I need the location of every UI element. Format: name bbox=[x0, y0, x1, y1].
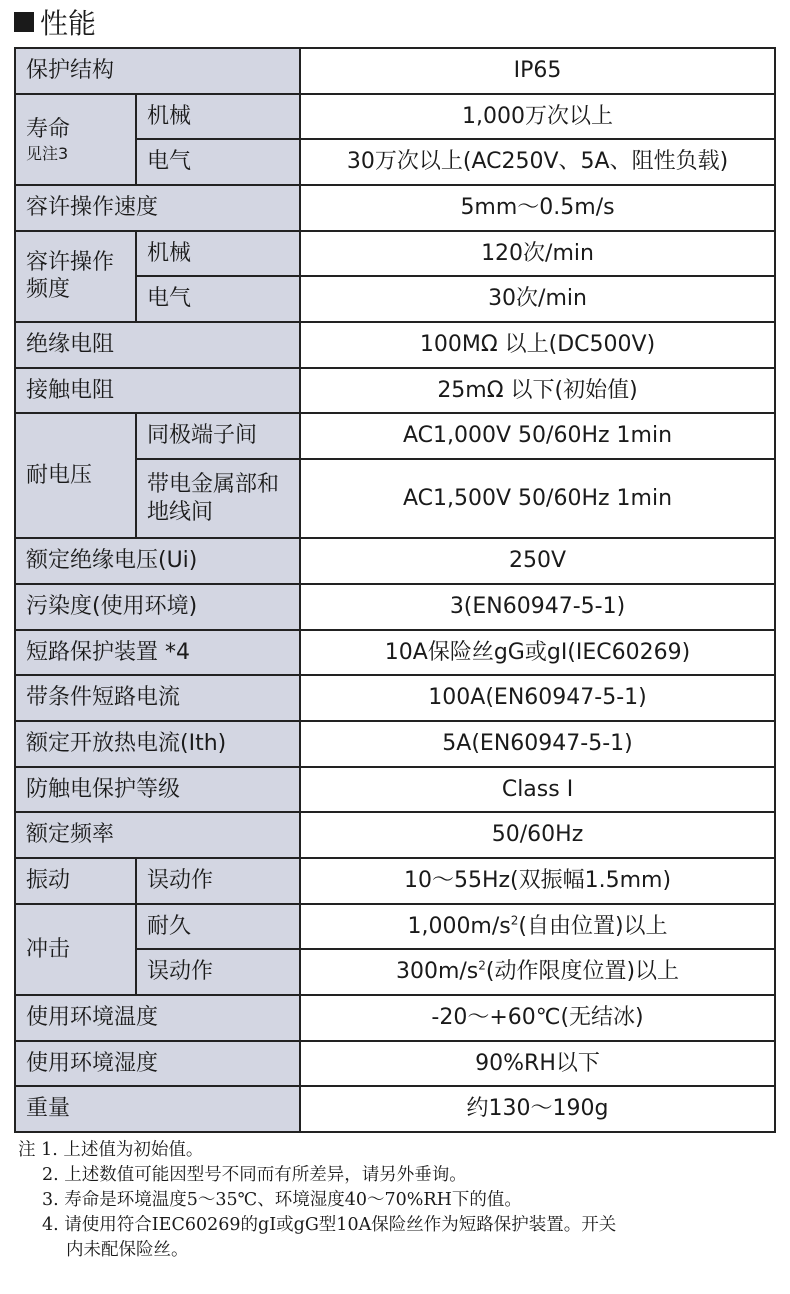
row-label: 短路保护装置 *4 bbox=[15, 630, 300, 676]
table-row bbox=[15, 231, 775, 277]
row-value: 约130～190g bbox=[300, 1086, 775, 1132]
row-label: 绝缘电阻 bbox=[15, 322, 300, 368]
group-label: 耐电压 bbox=[15, 413, 136, 538]
sub-label: 误动作 bbox=[136, 949, 300, 995]
row-value: 30万次以上(AC250V、5A、阻性负载) bbox=[300, 139, 775, 185]
table-row bbox=[15, 48, 775, 94]
row-label: 保护结构 bbox=[15, 48, 300, 94]
footnote-1 bbox=[18, 1138, 778, 1163]
group-label: 容许操作频度 bbox=[15, 231, 136, 322]
sub-label: 电气 bbox=[136, 276, 300, 322]
row-label: 使用环境湿度 bbox=[15, 1041, 300, 1087]
row-label: 带条件短路电流 bbox=[15, 675, 300, 721]
row-value: 120次/min bbox=[300, 231, 775, 277]
value-suffix: (自由位置)以上 bbox=[518, 913, 668, 939]
sub-label: 机械 bbox=[136, 231, 300, 277]
group-label: 冲击 bbox=[15, 904, 136, 995]
row-value: 25mΩ 以下(初始值) bbox=[300, 368, 775, 414]
row-value: -20～+60℃(无结冰) bbox=[300, 995, 775, 1041]
value-main: 300m/s bbox=[395, 959, 479, 985]
table-row bbox=[15, 413, 775, 459]
table-row bbox=[15, 995, 775, 1041]
value-superscript: 2 bbox=[478, 959, 486, 973]
row-value: 90%RH以下 bbox=[300, 1041, 775, 1087]
life-note: 见注3 bbox=[26, 143, 69, 163]
section-heading bbox=[14, 2, 96, 42]
row-label: 容许操作速度 bbox=[15, 185, 300, 231]
footnote-4: 4. 请使用符合IEC60269的gI或gG型10A保险丝作为短路保护装置。开关 bbox=[42, 1215, 617, 1235]
table-row bbox=[15, 675, 775, 721]
table-row bbox=[15, 1086, 775, 1132]
table-row bbox=[15, 721, 775, 767]
footnote-4-continued: 内未配保险丝。 bbox=[66, 1240, 189, 1260]
table-row bbox=[15, 858, 775, 904]
table-row bbox=[15, 812, 775, 858]
spec-table bbox=[14, 47, 776, 1133]
table-row bbox=[15, 1041, 775, 1087]
sub-label: 机械 bbox=[136, 94, 300, 140]
group-label bbox=[15, 94, 136, 185]
footnote-2: 2. 上述数值可能因型号不同而有所差异，请另外垂询。 bbox=[42, 1165, 467, 1185]
black-square-icon bbox=[14, 12, 34, 32]
row-value: Class I bbox=[300, 767, 775, 813]
row-label: 额定开放热电流(Ith) bbox=[15, 721, 300, 767]
footnote-prefix: 注 bbox=[18, 1140, 36, 1160]
footnote-3: 3. 寿命是环境温度5～35℃、环境湿度40～70%RH下的值。 bbox=[42, 1190, 522, 1210]
row-value bbox=[300, 904, 775, 950]
table-row bbox=[15, 94, 775, 140]
row-value: 1,000万次以上 bbox=[300, 94, 775, 140]
row-value: 100MΩ 以上(DC500V) bbox=[300, 322, 775, 368]
value-main: 1,000m/s bbox=[407, 913, 511, 939]
row-label: 重量 bbox=[15, 1086, 300, 1132]
sub-label: 带电金属部和地线间 bbox=[136, 459, 300, 538]
sub-label: 耐久 bbox=[136, 904, 300, 950]
row-value: AC1,500V 50/60Hz 1min bbox=[300, 459, 775, 538]
table-row bbox=[15, 368, 775, 414]
table-row bbox=[15, 538, 775, 584]
row-value bbox=[300, 949, 775, 995]
sub-label: 同极端子间 bbox=[136, 413, 300, 459]
row-value: 250V bbox=[300, 538, 775, 584]
table-row bbox=[15, 322, 775, 368]
value-superscript: 2 bbox=[510, 913, 519, 928]
table-row bbox=[15, 630, 775, 676]
value-suffix: (动作限度位置)以上 bbox=[485, 959, 680, 985]
group-label: 振动 bbox=[15, 858, 136, 904]
sub-label: 电气 bbox=[136, 139, 300, 185]
row-value: AC1,000V 50/60Hz 1min bbox=[300, 413, 775, 459]
row-value: 5mm～0.5m/s bbox=[300, 185, 775, 231]
row-label: 防触电保护等级 bbox=[15, 767, 300, 813]
table-row bbox=[15, 185, 775, 231]
row-value: 10A保险丝gG或gI(IEC60269) bbox=[300, 630, 775, 676]
row-value: 10～55Hz(双振幅1.5mm) bbox=[300, 858, 775, 904]
row-value: IP65 bbox=[300, 48, 775, 94]
footnotes bbox=[18, 1138, 778, 1263]
section-title: 性能 bbox=[40, 7, 97, 40]
life-label: 寿命 bbox=[26, 117, 71, 142]
table-row bbox=[15, 904, 775, 950]
row-value: 3(EN60947-5-1) bbox=[300, 584, 775, 630]
row-value: 30次/min bbox=[300, 276, 775, 322]
sub-label: 误动作 bbox=[136, 858, 300, 904]
table-row bbox=[15, 584, 775, 630]
row-label: 额定频率 bbox=[15, 812, 300, 858]
row-label: 使用环境温度 bbox=[15, 995, 300, 1041]
row-value: 100A(EN60947-5-1) bbox=[300, 675, 775, 721]
table-row bbox=[15, 767, 775, 813]
row-label: 额定绝缘电压(Ui) bbox=[15, 538, 300, 584]
row-value: 5A(EN60947-5-1) bbox=[300, 721, 775, 767]
row-value: 50/60Hz bbox=[300, 812, 775, 858]
footnote-text: 1. 上述值为初始值。 bbox=[41, 1140, 204, 1160]
row-label: 接触电阻 bbox=[15, 368, 300, 414]
row-label: 污染度(使用环境) bbox=[15, 584, 300, 630]
